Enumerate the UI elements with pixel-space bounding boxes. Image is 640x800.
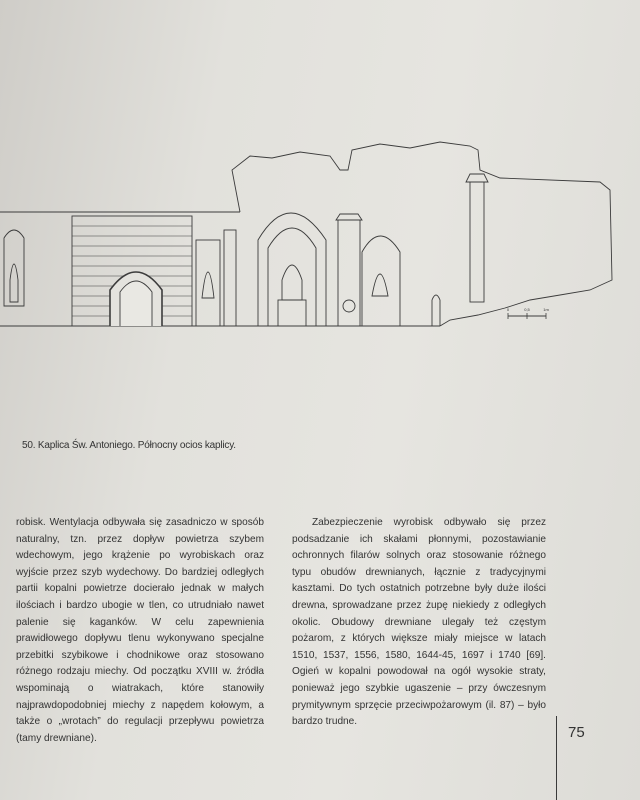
body-paragraph: Zabezpieczenie wyrobisk odbywało się przez podsadzanie ich skałami płonnymi, pozostawianie ochronnych filarów solnych oraz stosowanie różnego typu obudów drewnianych, łącznie z tradycyjnymi kasztami. Do tych ostatnich potrzebne były duże ilości drewna, sprowadzane przez żupę niekiedy z odległych okolic. Obudowy drewniane ulegały też częstym pożarom, z których większe miały miejsce w latach 1510, 1537, 1556, 1580, 1644-45, 1697 i 1740 [69]. Ogień w kopalni powodował na ogół wysokie straty, ponieważ jego szybkie ugaszenie – przy ówczesnym prymitywnym sprzęcie przeciwpożarowym (il. 87) – było bardzo trudne.	[292, 517, 546, 728]
scale-label: 1m	[543, 307, 549, 312]
right-text-column	[292, 515, 546, 731]
page-number: 75	[568, 724, 585, 741]
scale-label: 0	[506, 307, 510, 312]
page-number-rule	[556, 716, 557, 800]
body-paragraph: robisk. Wentylacja odbywała się zasadniczo w sposób naturalny, tzn. przez dopływ powietrza szybem wdechowym, jego krążenie po wyrobiskach oraz wyjście przez szyb wydechowy. Do bardziej odległych partii kopalni powietrze docierało jednak w małych ilościach i bardzo ubogie w tlen, co utrudniało nawet palenie się kaganków. W celu zapewnienia prawidłowego dopływu tlenu wykonywano specjalne przebitki szybikowe i chodnikowe oraz stosowano różnego rodzaju miechy. Od początku XVIII w. źródła wspominają o wiatrakach, które stanowiły najprawdopodobniej miechy z napędem kołowym, a także o „wrotach” do regulacji przepływu powietrza (tamy drewniane).	[16, 517, 264, 744]
scale-label: 0,5	[524, 307, 530, 312]
chapel-elevation-drawing	[0, 130, 640, 345]
figure-caption: 50. Kaplica Św. Antoniego. Północny ocios kaplicy.	[22, 440, 236, 451]
scale-bar	[507, 307, 550, 319]
left-text-column	[16, 515, 264, 747]
